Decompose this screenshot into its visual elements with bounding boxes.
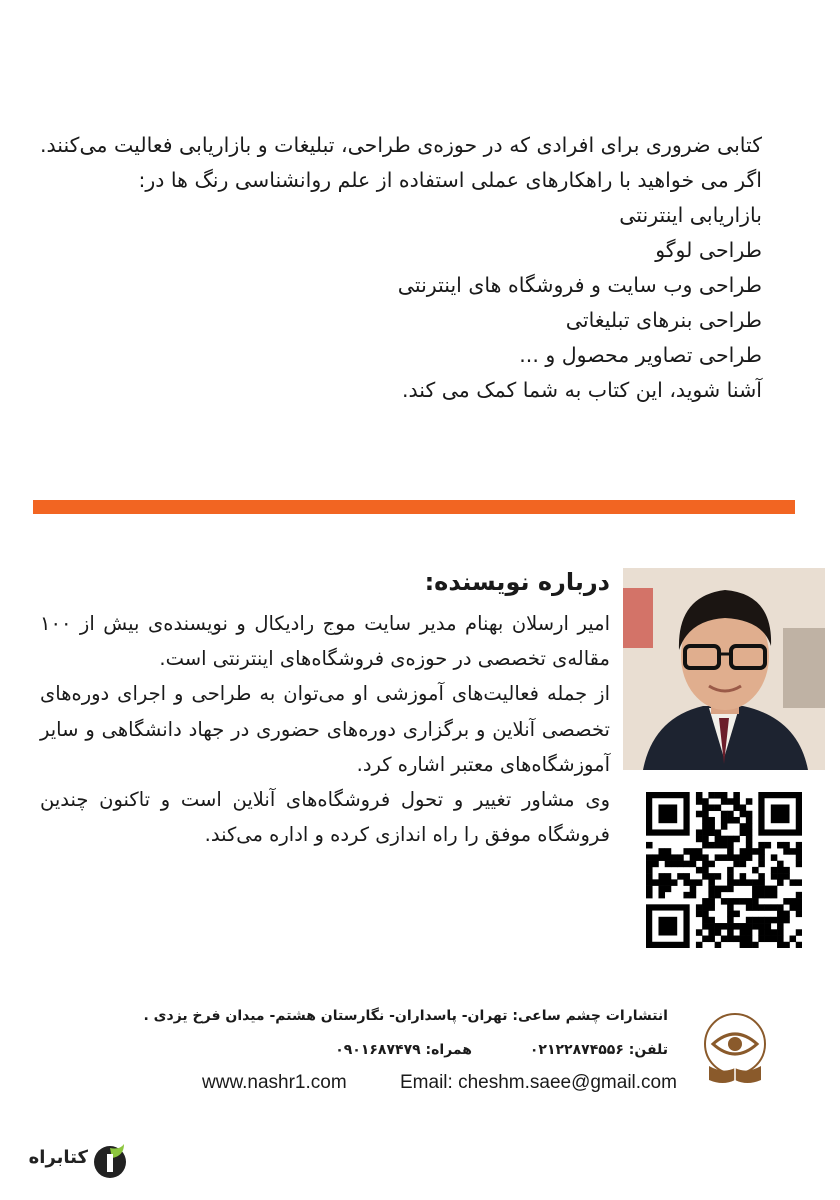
publisher-website: www.nashr1.com (202, 1072, 347, 1093)
publisher-address: انتشارات چشم ساعی: تهران- پاسداران- نگارستان هشتم- میدان فرخ یزدی . (143, 1008, 668, 1024)
intro-item: طراحی لوگو (655, 238, 762, 262)
intro-line-1: کتابی ضروری برای افرادی که در حوزه‌ی طراحی، تبلیغات و بازاریابی فعالیت می‌کنند. (40, 133, 762, 157)
ketabrah-wordmark: کتابراه (28, 1147, 88, 1168)
intro-item: طراحی وب سایت و فروشگاه های اینترنتی (397, 273, 762, 297)
intro-item: طراحی تصاویر محصول و ... (519, 343, 762, 367)
intro-line-2: اگر می خواهید با راهکارهای عملی استفاده از علم روانشناسی رنگ ها در: (138, 168, 762, 192)
author-bio-paragraph: از جمله فعالیت‌های آموزشی او می‌توان به طراحی و اجرای دوره‌های تخصصی آنلاین و برگزاری دوره‌های حضوری در جهاد دانشگاهی و سایر آموزشگاه‌های معتبر اشاره کرد. (40, 682, 610, 776)
intro-item: طراحی بنرهای تبلیغاتی (565, 308, 762, 332)
author-bio-paragraph: وی مشاور تغییر و تحول فروشگاه‌های آنلاین است و تاکنون چندین فروشگاه موفق را راه اندازی کرده و اداره می‌کند. (40, 788, 610, 847)
qr-code (646, 792, 802, 948)
orange-divider (33, 500, 795, 514)
author-heading: درباره نویسنده: (424, 568, 610, 596)
author-bio (40, 606, 610, 852)
publisher-phone: تلفن: ۰۲۱۲۲۸۷۴۵۵۶ (529, 1042, 668, 1058)
author-bio-paragraph: امیر ارسلان بهنام مدیر سایت موج رادیکال و نویسنده‌ی بیش از ۱۰۰ مقاله‌ی تخصصی در حوزه‌ی فروشگاه‌های اینترنتی است. (40, 612, 610, 671)
author-photo (623, 568, 825, 770)
publisher-mobile: همراه: ۰۹۰۱۶۸۷۴۷۹ (335, 1042, 472, 1058)
intro-closing: آشنا شوید، این کتاب به شما کمک می کند. (401, 378, 762, 402)
publisher-logo-icon (695, 1010, 775, 1088)
publisher-email: Email: cheshm.saee@gmail.com (400, 1072, 677, 1093)
intro-item: بازاریابی اینترنتی (619, 203, 762, 227)
ketabrah-leaf-icon (90, 1140, 130, 1180)
intro-text (40, 128, 762, 408)
ketabrah-logo (28, 1140, 138, 1180)
